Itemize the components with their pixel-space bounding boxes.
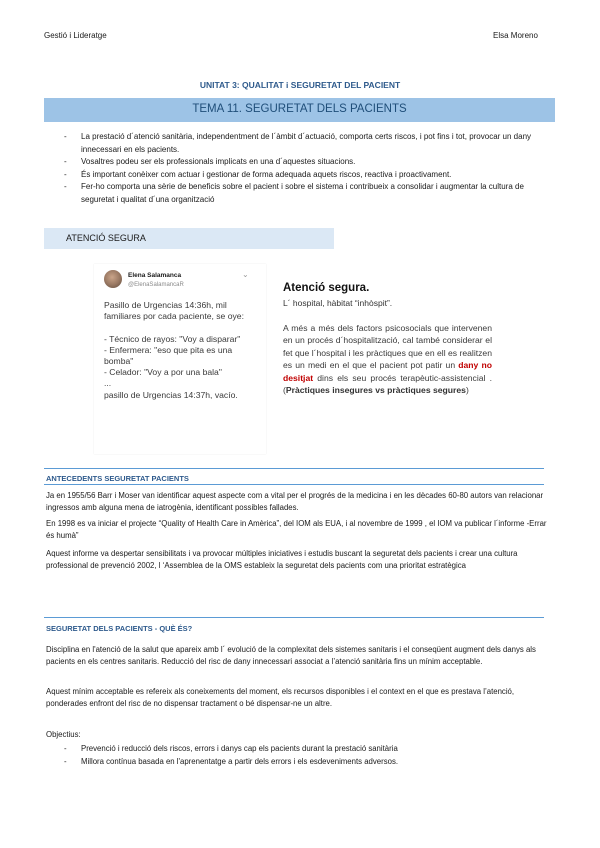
emphasis-text: Pràctiques insegures vs pràctiques segures (285, 385, 466, 396)
list-item: - Millora contínua basada en l'aprenentatge a partir dels errors i els esdeveniments adversos. (64, 756, 544, 769)
objectius-label: Objectius: (46, 730, 81, 739)
tweet-card (94, 264, 266, 454)
antecedents-paragraph-3: Aquest informe va despertar sensibilitats i va provocar múltiples iniciatives i estudis buscant la seguretat dels pacients i crear una cultura professional de prevenció 2002, l ‘Assemblea de la OMS estableix la seguretat dels pacients com una prioritat estratègica (46, 549, 518, 570)
list-item: - És important conèixer com actuar i gestionar de forma adequada aquets riscos, reactiva i proactivament. (64, 169, 554, 182)
bullet-dash: - (64, 157, 67, 166)
section-heading: ATENCIÓ SEGURA (66, 233, 146, 243)
que-es-heading: SEGURETAT DELS PACIENTS - QUÈ ÉS? (46, 624, 193, 633)
avatar (104, 270, 122, 288)
antecedents-paragraph-1: Ja en 1955/56 Barr i Moser van identificar aquest aspecte com a vital per el progrés de la medicina i en les dècades 60-80 autors van relacionar ingressos amb alguna mena de iatrogènia, identificant possibles fallades. (46, 491, 544, 512)
tema-banner (44, 98, 555, 122)
chevron-down-icon: ⌄ (242, 270, 249, 279)
list-item: - Vosaltres podeu ser els professionals implicats en una d´aquestes situacions. (64, 156, 554, 169)
tema-title: TEMA 11. SEGURETAT DELS PACIENTS (192, 103, 407, 115)
objectius-list (64, 743, 544, 768)
unit-title: UNITAT 3: QUALITAT i SEGURETAT DEL PACIENT (199, 80, 401, 90)
antecedents-heading: ANTECEDENTS SEGURETAT PACIENTS (46, 474, 189, 483)
bullet-dash: - (64, 744, 67, 753)
atencio-title: Atenció segura. (283, 282, 370, 294)
tweet-author-handle: @ElenaSalamancaR (128, 282, 184, 288)
section-divider (44, 468, 544, 469)
bullet-dash: - (64, 182, 67, 191)
header-left: Gestió i Lideratge (44, 31, 107, 40)
bullet-dash: - (64, 756, 67, 766)
header-right: Elsa Moreno (493, 31, 538, 40)
atencio-subtitle: L´ hospital, hàbitat “inhòspit”. (283, 298, 393, 308)
section-divider (44, 617, 544, 618)
antecedents-paragraph-2: En 1998 es va iniciar el projecte “Quality of Health Care in Amèrica”, del IOM als EUA, i al novembre de 1999 , el IOM va publicar l´informe -Errar és humà” (46, 519, 547, 540)
atencio-paragraph: A més a més dels factors psicosocials que intervenen en un procés d´hospitalització, cal també considerar el fet que l´hospital i les pràctiques que en ell es realitzen es un medi en el que el pacient pot patir un dany no desitjat dins els seu procés terapèutic-assistencial .(Pràctiques insegures vs pràctiques segures) (283, 323, 492, 396)
list-item: - Fer-ho comporta una sèrie de beneficis sobre el pacient i sobre el sistema i contribueix a consolidar i augmentar la cultura de seguretat i qualitat d´una organització (64, 182, 524, 204)
tweet-author-name: Elena Salamanca (128, 272, 182, 279)
tweet-body: Pasillo de Urgencias 14:36h, mil familiares por cada paciente, se oye: - Técnico de rayos: "Voy a disparar" - Enfermera: "eso que pita es una bomba" - Celador: "Voy a por una bala" ... pasillo de Urgencias 14:37h, vacío. (104, 300, 244, 400)
bullet-dash: - (64, 132, 67, 141)
intro-bullet-list (64, 131, 554, 206)
highlight-text: dany no desitjat (283, 360, 492, 383)
list-item: - Prevenció i reducció dels riscos, errors i danys cap els pacients durant la prestació sanitària (64, 743, 544, 756)
que-es-paragraph-1: Disciplina en l'atenció de la salut que apareix amb l´ evolució de la complexitat dels sistemes sanitaris i el conseqüent augment dels danys als pacients en els centres sanitaris. Reducció del risc de dany innecessari associat a l’atenció sanitària fins un mínim acceptable. (46, 645, 536, 666)
bullet-dash: - (64, 169, 67, 179)
que-es-paragraph-2: Aquest mínim acceptable es refereix als coneixements del moment, els recursos disponibles i el context en el que es prestava l’atenció, ponderades enfront del risc de no dispensar tractament o bé dispensar-ne un altre. (46, 687, 515, 708)
list-item: - La prestació d´atenció sanitària, independentment de l´àmbit d´actuació, comporta certs riscos, i pot fins i tot, provocar un dany innecessari en els pacients. (64, 132, 532, 154)
atencio-segura-banner (44, 228, 334, 249)
section-divider (44, 484, 544, 485)
